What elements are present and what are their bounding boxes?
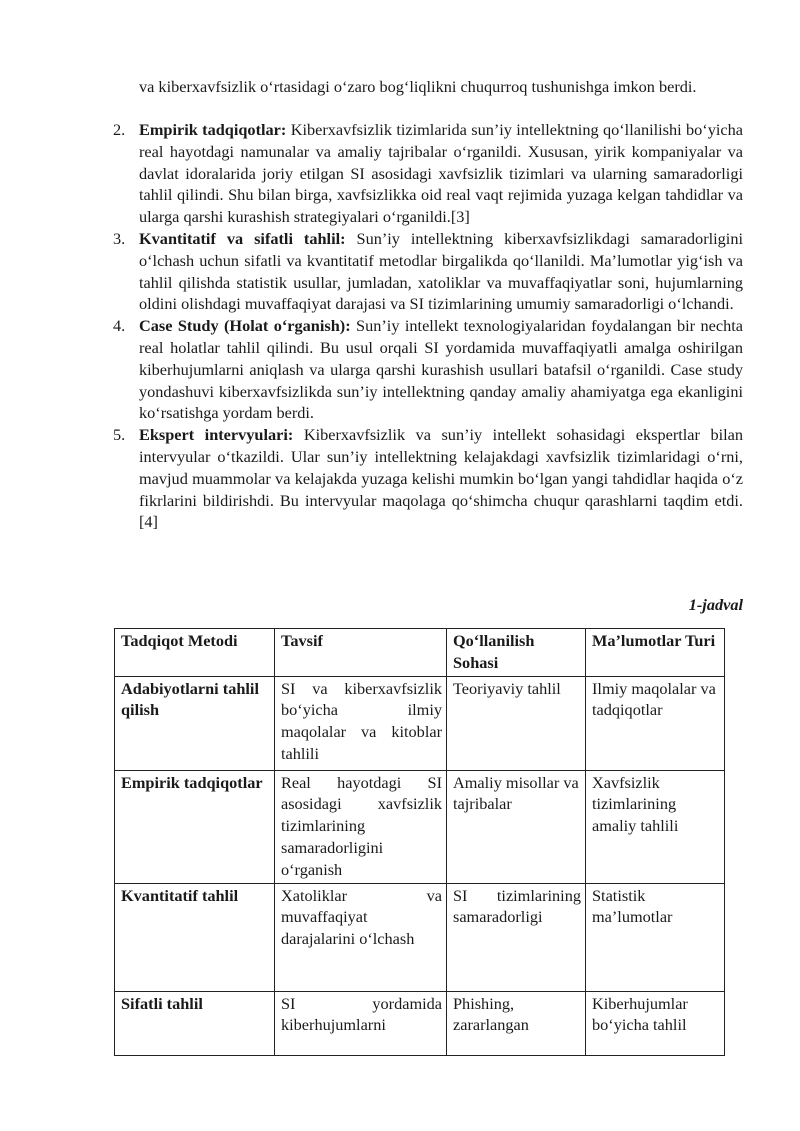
list-item-title: Ekspert intervyulari: <box>139 425 294 445</box>
column-header: Tadqiqot Metodi <box>115 629 275 677</box>
table-row <box>115 991 725 1055</box>
column-header: Qo‘llanilish Sohasi <box>447 629 586 677</box>
table-cell: SI yordamida kiberhujumlarni <box>275 991 447 1055</box>
table-cell: Ilmiy maqolalar va tadqiqotlar <box>586 676 725 770</box>
list-item-title: Empirik tadqiqotlar: <box>139 120 287 139</box>
table-cell: SI tizimlarining samaradorligi <box>447 883 586 991</box>
list-item-number: 3. <box>113 228 126 248</box>
list-item <box>113 315 743 424</box>
list-item-text: Sun’iy intellekt texnologiyalaridan foydalangan bir nechta real holatlar tahlil qilindi. Bu usul orqali SI yordamida muvaffaqiyatli amalga oshirilgan kiberhujumlarni aniqlash va ularga qarshi kurashish usullari batafsil o‘rganildi. Case study yondashuvi kiberxavfsizlikda sun’iy intellektning qanday amaliy ahamiyatga ega ekanligini ko‘rsatishga yordam berdi. <box>139 316 743 423</box>
table-cell: Teoriyaviy tahlil <box>447 676 586 770</box>
continuation-paragraph: va kiberxavfsizlik o‘rtasidagi o‘zaro bog‘liqlikni chuqurroq tushunishga imkon berdi. <box>139 77 697 96</box>
table-caption: 1-jadval <box>688 595 743 614</box>
table-row <box>115 770 725 883</box>
table-cell: Statistik ma’lumotlar <box>586 883 725 991</box>
column-header: Ma’lumotlar Turi <box>586 629 725 677</box>
methods-table <box>114 628 725 1056</box>
list-item <box>113 228 743 315</box>
table-cell: Xatoliklar va muvaffaqiyat darajalarini o‘lchash <box>275 883 447 991</box>
list-item-text: Kiberxavfsizlik va sun’iy intellekt sohasidagi ekspertlar bilan intervyular o‘tkazildi. Ular sun’iy intellektning kelajakdagi xavfsizlik tizimlaridagi o‘rni, mavjud muammolar va kelajakda yuzaga kelishi mumkin bo‘lgan yangi tahdidlar haqida o‘z fikrlarini bildirishdi. Bu intervyular maqolaga qo‘shimcha chuqur qarashlarni taqdim etdi.[4] <box>139 425 744 532</box>
methods-list <box>113 119 744 533</box>
list-item <box>113 424 744 533</box>
table-cell: Phishing, zararlangan <box>447 991 586 1055</box>
table-cell: Adabiyotlarni tahlil qilish <box>115 676 275 770</box>
table-cell: SI va kiberxavfsizlik bo‘yicha ilmiy maqolalar va kitoblar tahlili <box>275 676 447 770</box>
list-item-title: Case Study (Holat o‘rganish): <box>139 316 351 336</box>
column-header: Tavsif <box>275 629 447 677</box>
table-cell: Empirik tadqiqotlar <box>115 770 275 883</box>
list-item-number: 4. <box>113 316 126 336</box>
table-cell: Kvantitatif tahlil <box>115 883 275 991</box>
table-row <box>115 676 725 770</box>
table-cell: Sifatli tahlil <box>115 991 275 1055</box>
list-item <box>113 119 743 228</box>
list-item-text: Kiberxavfsizlik tizimlarida sun’iy intellektning qo‘llanilishi bo‘yicha real hayotdagi namunalar va amaliy tajribalar o‘rganildi. Xususan, yirik kompaniyalar va davlat idoralarida joriy etilgan SI asosidagi xavfsizlik tizimlari va ularning samaradorligi tahlil qilindi. Shu bilan birga, xavfsizlikka oid real vaqt rejimida yuzaga kelgan tahdidlar va ularga qarshi kurashish strategiyalari o‘rganildi.[3] <box>139 120 743 227</box>
table-cell: Real hayotdagi SI asosidagi xavfsizlik tizimlarining samaradorligini o‘rganish <box>275 770 447 883</box>
table-cell: Xavfsizlik tizimlarining amaliy tahlili <box>586 770 725 883</box>
table-cell: Kiberhujumlar bo‘yicha tahlil <box>586 991 725 1055</box>
table-row <box>115 883 725 991</box>
list-item-number: 2. <box>113 120 126 139</box>
list-item-text: Sun’iy intellektning kiberxavfsizlikdagi samaradorligini o‘lchash uchun sifatli va kvantitatif metodlar birgalikda qo‘llanildi. Ma’lumotlar yig‘ish va tahlil qilishda statistik usullar, jumladan, xatoliklar va muvaffaqiyatlar soni, hujumlarning oldini olishdagi muvaffaqiyat darajasi va SI tizimlarining umumiy samaradorligi o‘lchandi. <box>139 228 743 314</box>
table-header-row <box>115 629 725 677</box>
table-cell: Amaliy misollar va tajribalar <box>447 770 586 883</box>
list-item-number: 5. <box>113 425 126 445</box>
list-item-title: Kvantitatif va sifatli tahlil: <box>139 228 346 248</box>
